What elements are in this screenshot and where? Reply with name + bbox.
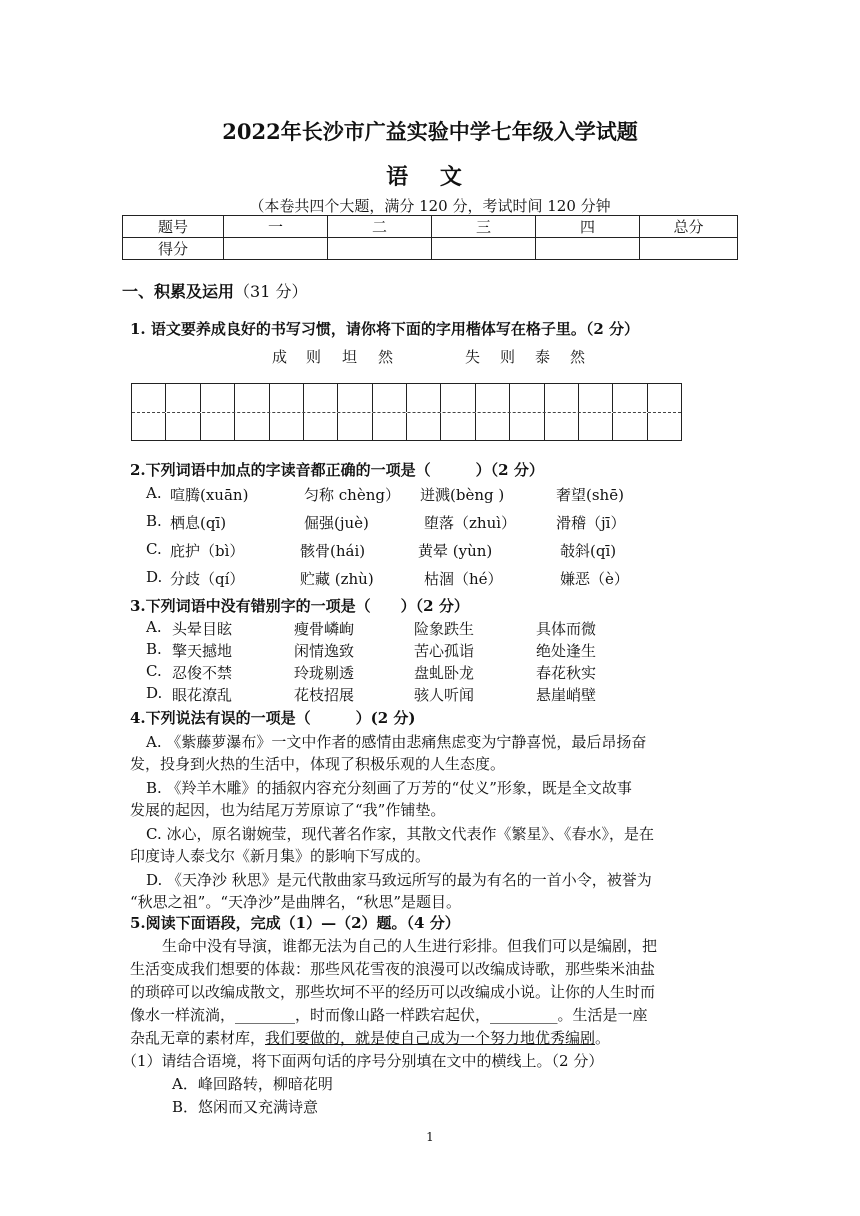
model-char: 成 (272, 348, 288, 366)
underlined-sentence: 我们要做的，就是使自己成为一个努力地优秀编剧 (265, 1029, 596, 1047)
model-char: 坦 (342, 348, 358, 366)
option-letter: D. (146, 568, 163, 586)
option-word: 倔强(juè) (304, 514, 369, 532)
exam-subject: 语 文 (386, 164, 474, 190)
option-word: 奢望(shē) (556, 486, 624, 504)
question-2: 2.下列词语中加点的字读音都正确的一项是（ ）（2 分） (130, 461, 544, 479)
model-char: 则 (306, 348, 322, 366)
option-word: 骸骨(hái) (300, 542, 366, 560)
passage-text: 。 (595, 1029, 611, 1047)
q4-option-b: B. 《羚羊木雕》的插叙内容充分刻画了万芳的“仗义”形象，既是全文故事 (146, 779, 632, 797)
q4-option-b-cont: 发展的起因，也为结尾万芳原谅了“我”作铺垫。 (130, 801, 446, 819)
passage-line (130, 1004, 648, 1025)
option-letter: C. (146, 540, 162, 558)
q4-option-d: D. 《天净沙 秋思》是元代散曲家马致远所写的最为有名的一首小令，被誉为 (146, 871, 652, 889)
q5-sub-question-1: （1）请结合语境，将下面两句话的序号分别填在文中的横线上。（2 分） (122, 1052, 604, 1070)
score-input-cell[interactable] (640, 238, 738, 260)
score-cell: 三 (432, 216, 536, 238)
option-word: 分歧（qí） (170, 570, 245, 588)
option-word: 绝处逢生 (536, 642, 597, 660)
score-input-cell[interactable] (328, 238, 432, 260)
option-word: 盘虬卧龙 (414, 664, 475, 682)
answer-blank-2[interactable]: _________ (490, 1006, 558, 1024)
option-word: 喧腾(xuān) (170, 486, 249, 504)
option-word: 眼花潦乱 (172, 686, 233, 704)
exam-info: （本卷共四个大题，满分 120 分，考试时间 120 分钟 (249, 197, 611, 215)
passage-line (130, 1027, 610, 1048)
option-word: 攲斜(qī) (560, 542, 617, 560)
option-word: 栖息(qī) (170, 514, 227, 532)
passage-text: 像水一样流淌， (130, 1006, 236, 1024)
option-word: 具体而微 (536, 620, 597, 638)
model-char: 然 (570, 348, 586, 366)
score-table-header-row (123, 216, 738, 238)
passage-line: 生命中没有导演，谁都无法为自己的人生进行彩排。但我们可以是编剧，把 (162, 937, 658, 955)
q4-option-c: C. 冰心，原名谢婉莹，现代著名作家，其散文代表作《繁星》、《春水》，是在 (146, 825, 654, 843)
option-letter: A. (146, 484, 162, 502)
passage-text: ，时而像山路一样跌宕起伏， (295, 1006, 491, 1024)
option-word: 黄晕 (yùn) (418, 542, 493, 560)
option-word: 花枝招展 (294, 686, 355, 704)
q5-sub1-option-a: A．峰回路转，柳暗花明 (172, 1075, 333, 1093)
exam-title: 2022年长沙市广益实验中学七年级入学试题 (222, 119, 638, 144)
option-word: 瘦骨嶙峋 (294, 620, 355, 638)
option-letter: B. (146, 640, 162, 658)
section-points: （31 分） (234, 282, 308, 301)
option-word: 枯涸（hé） (424, 570, 503, 588)
passage-line: 生活变成我们想要的体裁：那些风花雪夜的浪漫可以改编成诗歌，那些柴米油盐 (130, 960, 656, 978)
option-letter: D. (146, 684, 163, 702)
score-table-score-row (123, 238, 738, 260)
option-word: 庇护（bì） (170, 542, 245, 560)
option-letter: A. (146, 618, 162, 636)
option-word: 堕落（zhuì） (424, 514, 517, 532)
q4-option-a: A. 《紫藤萝瀑布》一文中作者的感情由悲痛焦虑变为宁静喜悦，最后昂扬奋 (146, 733, 647, 751)
option-word: 贮藏 (zhù) (300, 570, 374, 588)
option-word: 苦心孤诣 (414, 642, 475, 660)
section-title-text: 一、积累及运用 (122, 282, 235, 301)
page-number: 1 (426, 1130, 434, 1144)
score-cell: 二 (328, 216, 432, 238)
option-word: 擎天撼地 (172, 642, 233, 660)
writing-grid[interactable] (131, 383, 682, 441)
question-5: 5.阅读下面语段，完成（1）—（2）题。（4 分） (130, 914, 460, 932)
question-4: 4.下列说法有误的一项是（ ）(2 分) (130, 709, 416, 727)
grid-row (132, 412, 681, 441)
q4-option-d-cont: “秋思之祖”。“天净沙”是曲牌名，“秋思”是题目。 (130, 893, 462, 911)
option-word: 骇人听闻 (414, 686, 475, 704)
model-char: 失 (465, 348, 481, 366)
score-cell: 一 (224, 216, 328, 238)
passage-text: 杂乱无章的素材库， (130, 1029, 266, 1047)
option-word: 悬崖峭壁 (536, 686, 597, 704)
score-cell: 四 (536, 216, 640, 238)
option-letter: C. (146, 662, 162, 680)
option-word: 险象跌生 (414, 620, 475, 638)
option-word: 玲珑剔透 (294, 664, 355, 682)
passage-line: 的琐碎可以改编成散文，那些坎坷不平的经历可以改编成小说。让你的人生时而 (130, 983, 656, 1001)
option-word: 春花秋实 (536, 664, 597, 682)
model-char: 泰 (535, 348, 551, 366)
score-cell: 得分 (123, 238, 224, 260)
option-letter: B. (146, 512, 162, 530)
score-input-cell[interactable] (536, 238, 640, 260)
section-title (122, 279, 307, 302)
answer-blank-1[interactable]: ________ (235, 1006, 296, 1024)
model-char: 则 (500, 348, 516, 366)
option-word: 迸溅(bèng ) (420, 486, 505, 504)
question-1: 1. 语文要养成良好的书写习惯，请你将下面的字用楷体写在格子里。（2 分） (130, 320, 640, 338)
option-word: 滑稽（jī） (556, 514, 626, 532)
score-input-cell[interactable] (432, 238, 536, 260)
q4-option-a-cont: 发，投身到火热的生活中，体现了积极乐观的人生态度。 (130, 755, 506, 773)
passage-text: 。生活是一座 (557, 1006, 648, 1024)
model-char: 然 (378, 348, 394, 366)
q4-option-c-cont: 印度诗人泰戈尔《新月集》的影响下写成的。 (130, 847, 431, 865)
score-cell: 题号 (123, 216, 224, 238)
score-cell: 总分 (640, 216, 738, 238)
option-word: 闲情逸致 (294, 642, 355, 660)
option-word: 忍俊不禁 (172, 664, 233, 682)
score-input-cell[interactable] (224, 238, 328, 260)
option-word: 匀称 chèng） (304, 486, 400, 504)
option-word: 头晕目眩 (172, 620, 233, 638)
q5-sub1-option-b: B．悠闲而又充满诗意 (172, 1098, 319, 1116)
question-3: 3.下列词语中没有错别字的一项是（ ）（2 分） (130, 597, 469, 615)
grid-row (132, 384, 681, 412)
score-table (122, 215, 738, 260)
option-word: 嫌恶（è） (560, 570, 629, 588)
